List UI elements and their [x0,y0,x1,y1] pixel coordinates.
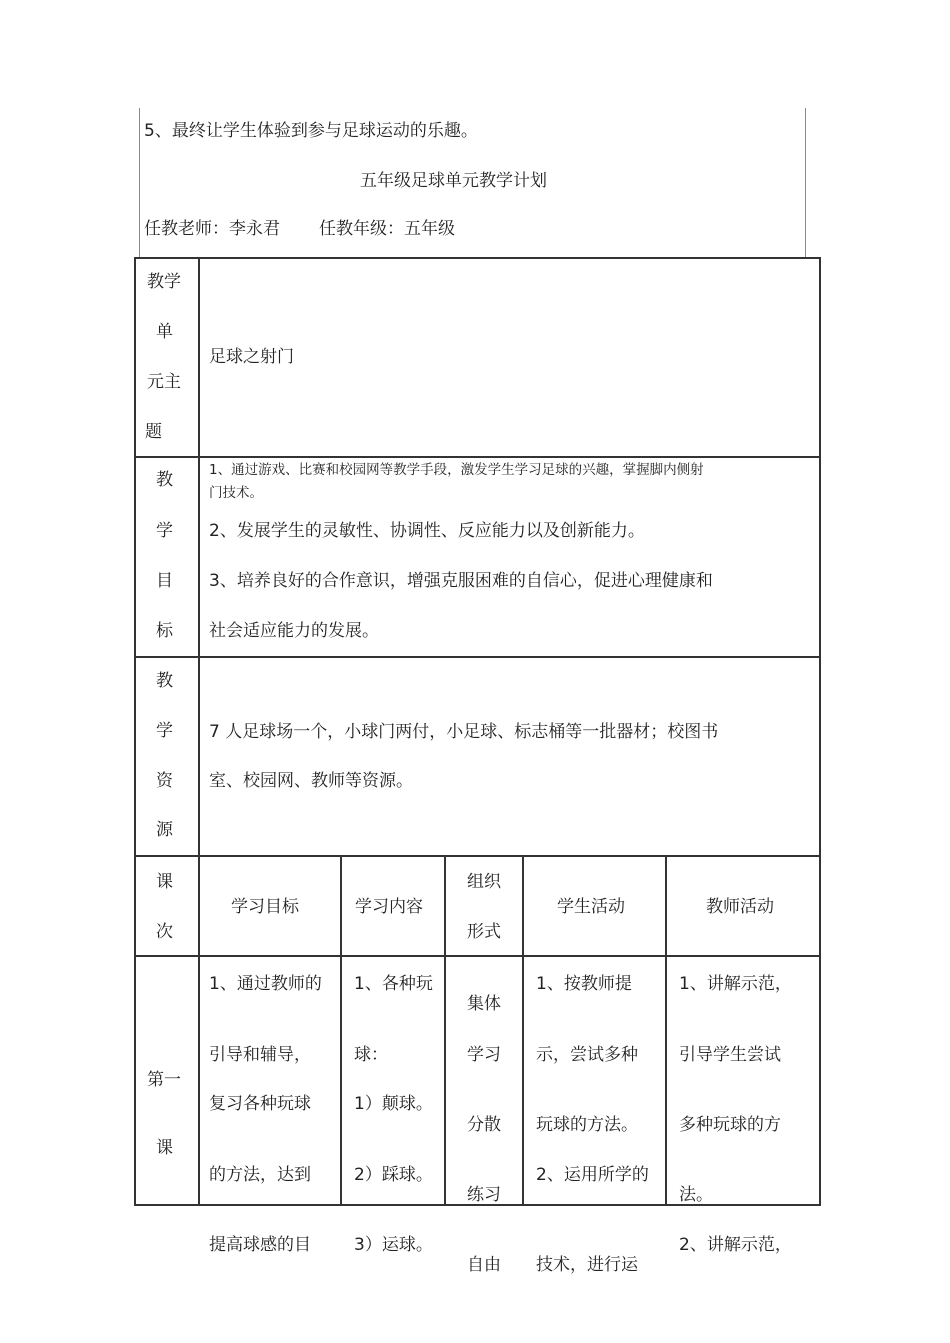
goals-label: 目 [156,571,173,591]
theme-label: 单 [156,322,173,342]
lesson-1-content: 球： [354,1045,388,1065]
lesson-1-content: 2）踩球。 [354,1165,433,1185]
page-frame-left-line [139,108,140,258]
lesson-1-label: 课 [156,1138,173,1158]
theme-content: 足球之射门 [209,347,294,367]
goals-label: 学 [156,521,173,541]
table-border [444,855,446,1206]
table-border [134,257,821,259]
lesson-1-teacher-activity: 多种玩球的方 [679,1115,781,1135]
table-border [522,855,524,1206]
goal-item-3: 社会适应能力的发展。 [209,621,379,641]
header-lesson: 课 [156,872,173,892]
resources-content: 室、校园网、教师等资源。 [209,771,413,791]
table-border [665,855,667,1206]
lesson-1-objective: 引导和辅导， [209,1045,311,1065]
lesson-1-student-activity: 玩球的方法。 [536,1115,638,1135]
goal-item-2: 2、发展学生的灵敏性、协调性、反应能力以及创新能力。 [209,521,645,541]
lesson-1-objective: 复习各种玩球 [209,1094,311,1114]
resources-content: 7 人足球场一个，小球门两付，小足球、标志桶等一批器材；校图书 [209,722,719,742]
header-objective: 学习目标 [231,897,299,917]
theme-label: 元主 [147,372,181,392]
lesson-1-teacher-activity: 引导学生尝试 [679,1045,781,1065]
header-lesson: 次 [156,922,173,942]
goal-item-3: 3、培养良好的合作意识，增强克服困难的自信心，促进心理健康和 [209,571,713,591]
table-border [819,257,821,1206]
goal-item-1: 门技术。 [209,485,263,501]
header-student-activity: 学生活动 [557,897,625,917]
lesson-1-content: 1、各种玩 [354,974,433,994]
resources-label: 资 [156,771,173,791]
document-title: 五年级足球单元教学计划 [360,171,547,191]
table-border [134,855,821,857]
table-border [340,855,342,1206]
resources-label: 学 [156,721,173,741]
lesson-1-teacher-activity: 法。 [679,1185,713,1205]
lesson-1-objective: 提高球感的目 [209,1235,311,1255]
lesson-1-student-activity: 技术，进行运 [536,1255,638,1275]
lesson-1-content: 1）颠球。 [354,1094,433,1114]
teacher-label: 任教老师：李永君 [144,219,280,239]
table-border [134,955,821,957]
lesson-1-teacher-activity: 2、讲解示范， [679,1235,792,1255]
intro-line: 5、最终让学生体验到参与足球运动的乐趣。 [144,121,478,141]
header-content: 学习内容 [355,897,423,917]
lesson-1-organization: 学习 [467,1045,501,1065]
lesson-1-content: 3）运球。 [354,1235,433,1255]
theme-label: 教学 [147,272,181,292]
lesson-1-student-activity: 2、运用所学的 [536,1165,649,1185]
lesson-1-objective: 的方法，达到 [209,1165,311,1185]
goals-label: 教 [156,470,173,490]
grade-label: 任教年级：五年级 [319,219,455,239]
goals-label: 标 [156,621,173,641]
lesson-1-organization: 自由 [467,1255,501,1275]
lesson-1-student-activity: 1、按教师提 [536,974,632,994]
lesson-1-organization: 练习 [467,1185,501,1205]
lesson-1-label: 第一 [147,1070,181,1090]
resources-label: 源 [156,820,173,840]
lesson-1-objective: 1、通过教师的 [209,974,322,994]
table-border [134,656,821,658]
theme-label: 题 [145,422,162,442]
header-teacher-activity: 教师活动 [706,897,774,917]
lesson-1-organization: 集体 [467,994,501,1014]
header-organization: 形式 [467,922,501,942]
goal-item-1: 1、通过游戏、比赛和校园网等教学手段，激发学生学习足球的兴趣，掌握脚内侧射 [209,462,704,478]
lesson-1-organization: 分散 [467,1115,501,1135]
resources-label: 教 [156,671,173,691]
lesson-1-teacher-activity: 1、讲解示范， [679,974,792,994]
table-border [134,257,136,1206]
page-frame-right-line [805,108,806,258]
header-organization: 组织 [467,872,501,892]
lesson-1-student-activity: 示，尝试多种 [536,1045,638,1065]
table-border [198,257,200,1206]
